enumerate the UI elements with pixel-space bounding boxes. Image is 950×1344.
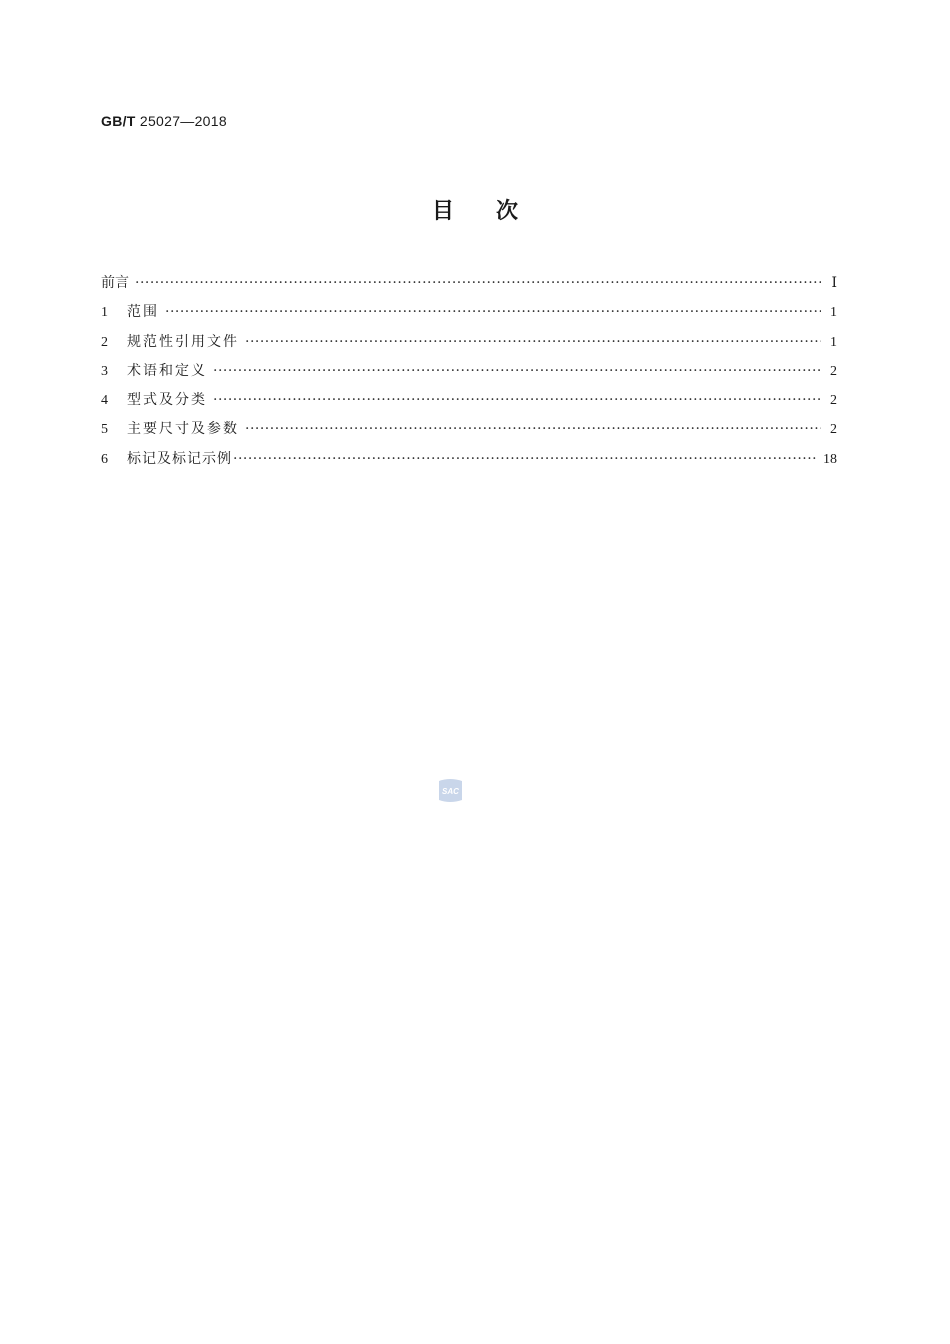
toc-entry-number: 2 [101, 334, 108, 350]
toc-entry-foreword[interactable] [101, 272, 837, 301]
toc-entry-label: 术语和定义 [127, 362, 207, 379]
toc-entry-number: 3 [101, 363, 108, 379]
toc-entry-number: 6 [101, 451, 108, 467]
toc-leader-dots [213, 392, 821, 408]
toc-entry-number: 1 [101, 305, 108, 321]
toc-entry-label: 标记及标记示例 [127, 450, 232, 467]
toc-entry-label: 范围 [127, 304, 159, 321]
toc-entry-scope[interactable] [101, 301, 837, 330]
toc-entry-label: 主要尺寸及参数 [127, 421, 239, 438]
toc-entry-label: 规范性引用文件 [127, 333, 239, 350]
sac-logo-text: SAC [442, 787, 459, 796]
toc-entry-page: 18 [823, 451, 837, 467]
toc-leader-dots [135, 275, 821, 291]
toc-entry-label: 型式及分类 [127, 392, 207, 409]
toc-entry-terms-definitions[interactable] [101, 360, 837, 389]
toc-leader-dots [233, 451, 817, 467]
table-of-contents [101, 272, 837, 477]
toc-leader-dots [245, 334, 821, 350]
standard-code [101, 113, 227, 129]
toc-leader-dots [213, 363, 821, 379]
toc-entry-page: 1 [830, 305, 837, 321]
toc-entry-number: 4 [101, 393, 108, 409]
toc-entry-page: Ⅰ [831, 276, 837, 291]
toc-entry-marking-examples[interactable] [101, 448, 837, 477]
toc-entry-normative-references[interactable] [101, 331, 837, 360]
toc-leader-dots [245, 421, 821, 437]
toc-entry-number: 5 [101, 422, 108, 438]
toc-entry-page: 2 [830, 422, 837, 438]
toc-leader-dots [165, 304, 821, 320]
toc-entry-page: 2 [830, 363, 837, 379]
toc-entry-page: 2 [830, 393, 837, 409]
toc-entry-page: 1 [830, 334, 837, 350]
standard-number: 25027—2018 [139, 113, 227, 129]
standard-prefix: GB/T [101, 113, 136, 129]
toc-entry-label: 前言 [101, 275, 129, 291]
toc-entry-types-classification[interactable] [101, 389, 837, 418]
toc-entry-dimensions-parameters[interactable] [101, 418, 837, 447]
toc-title: 目次 [431, 199, 560, 224]
sac-watermark-logo [437, 778, 464, 803]
